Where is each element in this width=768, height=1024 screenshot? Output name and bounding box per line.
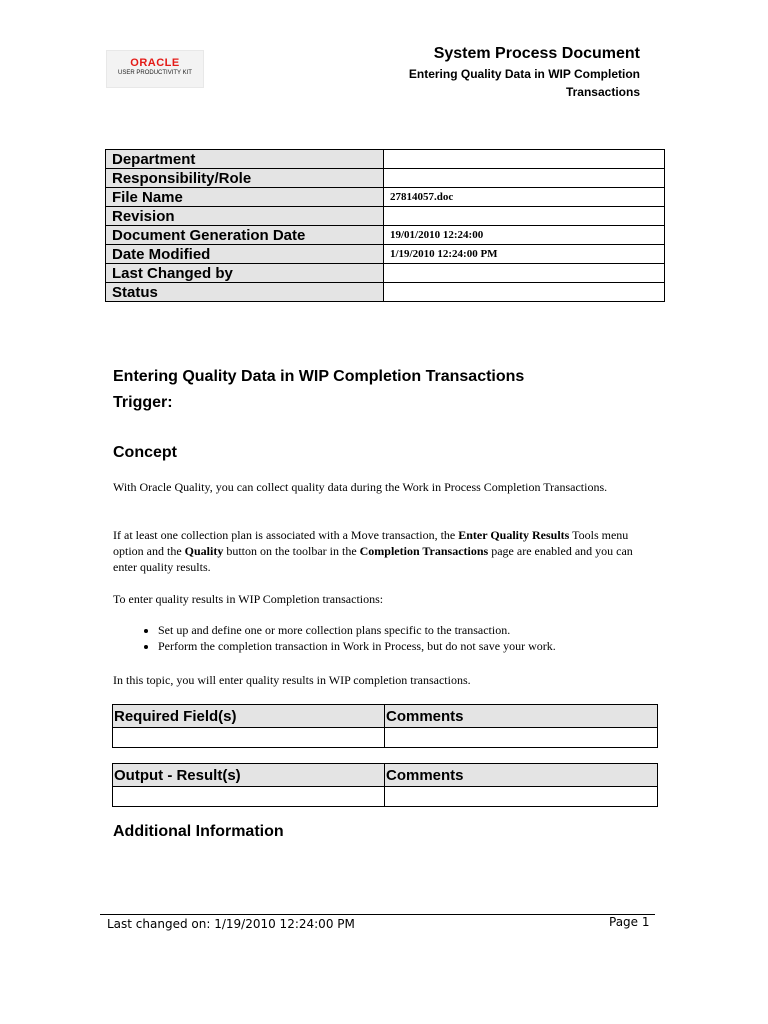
table-header-row: [113, 764, 658, 787]
meta-value: [384, 264, 665, 283]
table-cell: [113, 728, 385, 748]
concept-paragraph-1: With Oracle Quality, you can collect quality data during the Work in Process Completion Transactions.: [113, 480, 608, 494]
meta-label: Status: [106, 283, 384, 302]
table-row: [106, 169, 665, 188]
table-row: [106, 207, 665, 226]
logo-brand-text: ORACLE: [130, 57, 180, 69]
document-metadata-table: [105, 149, 665, 302]
para-text: Tools menu option and the: [113, 528, 629, 558]
document-subtitle-line1: Entering Quality Data in WIP Completion: [408, 67, 640, 81]
table-row: [106, 283, 665, 302]
steps-list: [113, 622, 703, 654]
document-type-title: System Process Document: [433, 45, 640, 62]
column-header: Comments: [385, 705, 658, 728]
table-row: [113, 728, 658, 748]
table-row: [113, 787, 658, 807]
logo-subtitle-text: USER PRODUCTIVITY KIT: [118, 70, 192, 76]
table-cell: [385, 728, 658, 748]
column-header: Output - Result(s): [113, 764, 385, 787]
meta-value: 1/19/2010 12:24:00 PM: [384, 245, 665, 264]
table-row: [106, 245, 665, 264]
para-text: button on the toolbar in the: [223, 544, 360, 558]
footer-page-number: Page 1: [609, 915, 650, 929]
footer-last-changed: Last changed on: 1/19/2010 12:24:00 PM: [107, 917, 355, 931]
meta-value: [384, 169, 665, 188]
table-row: [106, 226, 665, 245]
para-text: If at least one collection plan is associated with a Move transaction, the: [113, 528, 459, 542]
meta-label: Responsibility/Role: [106, 169, 384, 188]
document-subtitle-line2: Transactions: [565, 85, 640, 99]
meta-value: [384, 283, 665, 302]
meta-label: Date Modified: [106, 245, 384, 264]
meta-label: Last Changed by: [106, 264, 384, 283]
table-cell: [385, 787, 658, 807]
column-header: Required Field(s): [113, 705, 385, 728]
para-bold-term: Quality: [184, 544, 224, 558]
meta-label: Document Generation Date: [106, 226, 384, 245]
trigger-label: Trigger:: [113, 394, 173, 411]
meta-value: [384, 150, 665, 169]
table-cell: [113, 787, 385, 807]
meta-label: Department: [106, 150, 384, 169]
footer-divider: [100, 914, 655, 915]
list-item: • Set up and define one or more collection plans specific to the transaction.: [158, 622, 703, 638]
meta-value: [384, 207, 665, 226]
table-row: [106, 150, 665, 169]
column-header: Comments: [385, 764, 658, 787]
oracle-upk-logo: [106, 50, 204, 88]
additional-information-heading: Additional Information: [113, 823, 284, 840]
meta-value: 27814057.doc: [384, 188, 665, 207]
meta-label: Revision: [106, 207, 384, 226]
table-header-row: [113, 705, 658, 728]
para-bold-term: Enter Quality Results: [458, 528, 570, 542]
concept-paragraph-2: [113, 527, 658, 575]
meta-label: File Name: [106, 188, 384, 207]
output-results-table: [112, 763, 658, 807]
document-header: [310, 44, 640, 100]
concept-paragraph-3: To enter quality results in WIP Completion transactions:: [113, 592, 384, 606]
topic-title: Entering Quality Data in WIP Completion Transactions: [113, 368, 525, 385]
para-bold-term: Completion Transactions: [359, 544, 489, 558]
para-text: page are enabled and you can enter quality results.: [113, 544, 633, 574]
table-row: [106, 264, 665, 283]
table-row: [106, 188, 665, 207]
list-item: • Perform the completion transaction in Work in Process, but do not save your work.: [158, 638, 703, 654]
required-fields-table: [112, 704, 658, 748]
concept-heading: Concept: [113, 444, 177, 461]
meta-value: 19/01/2010 12:24:00: [384, 226, 665, 245]
concept-paragraph-4: In this topic, you will enter quality results in WIP completion transactions.: [113, 673, 471, 687]
